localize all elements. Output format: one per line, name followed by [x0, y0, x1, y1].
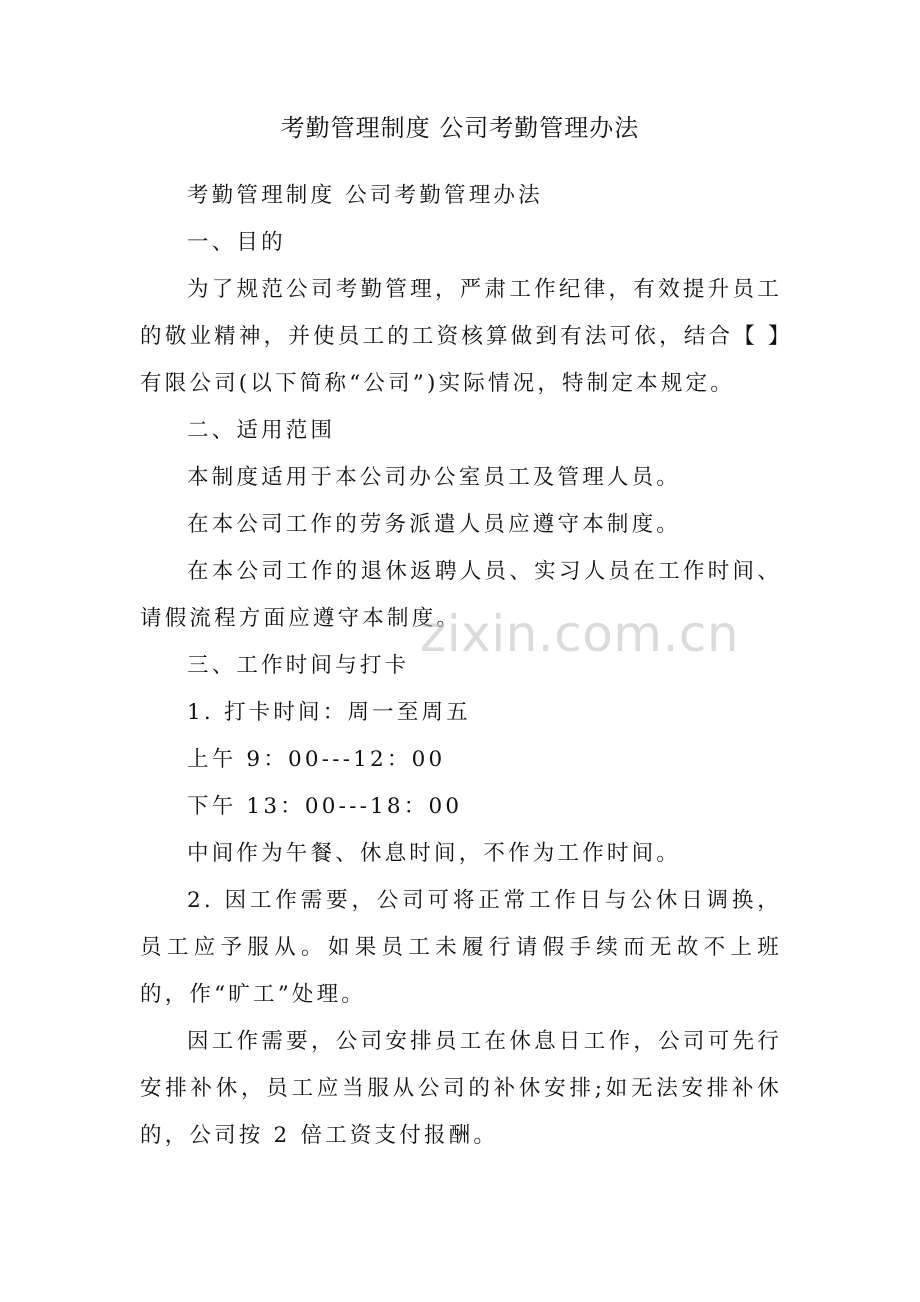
clock-in-time-paragraph: 1. 打卡时间：周一至周五 — [187, 700, 471, 725]
section-heading-purpose: 一、目的 — [187, 230, 286, 255]
rest-day-work-paragraph: 因工作需要，公司安排员工在休息日工作，公司可先行安排补休，员工应当服从公司的补休安排;如无法安排补休的，公司按 2 倍工资支付报酬。 — [140, 1029, 782, 1148]
scope-paragraph-3: 在本公司工作的退休返聘人员、实习人员在工作时间、请假流程方面应遵守本制度。 — [140, 559, 782, 631]
schedule-swap-paragraph: 2. 因工作需要，公司可将正常工作日与公休日调换，员工应予服从。如果员工未履行请假手续而无故不上班的，作“旷工”处理。 — [140, 888, 782, 1007]
section-heading-work-hours: 三、工作时间与打卡 — [187, 653, 410, 678]
morning-hours-paragraph: 上午 9：00---12：00 — [187, 747, 446, 772]
subtitle-paragraph: 考勤管理制度 公司考勤管理办法 — [187, 183, 543, 208]
document-title: 考勤管理制度 公司考勤管理办法 — [280, 114, 640, 142]
scope-paragraph-1: 本制度适用于本公司办公室员工及管理人员。 — [187, 465, 682, 490]
section-heading-scope: 二、适用范围 — [187, 418, 336, 443]
document-body — [140, 172, 782, 1159]
scope-paragraph-2: 在本公司工作的劳务派遣人员应遵守本制度。 — [187, 512, 682, 537]
site-watermark: zixin.com.cn — [420, 605, 740, 663]
afternoon-hours-paragraph: 下午 13：00---18：00 — [187, 794, 463, 819]
break-time-paragraph: 中间作为午餐、休息时间，不作为工作时间。 — [187, 841, 682, 866]
purpose-paragraph: 为了规范公司考勤管理，严肃工作纪律，有效提升员工的敬业精神，并使员工的工资核算做到有法可依，结合【 】有限公司(以下简称“公司”)实际情况，特制定本规定。 — [140, 277, 782, 396]
